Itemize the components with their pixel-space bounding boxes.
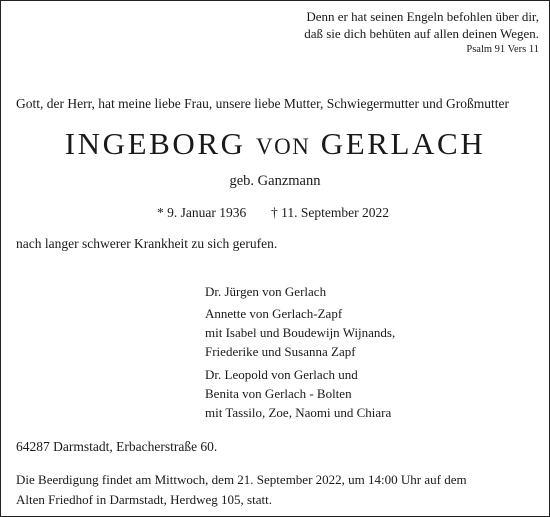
- bible-verse: [304, 8, 539, 58]
- mourner-line: Benita von Gerlach - Bolten: [205, 386, 352, 401]
- intro-text: Gott, der Herr, hat meine liebe Frau, unsere liebe Mutter, Schwiegermutter und Großmutter: [16, 96, 510, 111]
- mourner-line: Dr. Leopold von Gerlach und: [205, 367, 358, 382]
- funeral-line: Die Beerdigung findet am Mittwoch, dem 21. September 2022, um 14:00 Uhr auf dem: [16, 472, 467, 487]
- mourner-line: mit Isabel und Boudewijn Wijnands,: [205, 325, 396, 340]
- death-date: † 11. September 2022: [271, 205, 389, 220]
- last-name: GERLACH: [320, 126, 486, 161]
- funeral-details: [16, 470, 467, 510]
- mourner-line: Dr. Jürgen von Gerlach: [205, 284, 327, 299]
- maiden-name: geb. Ganzmann: [229, 173, 321, 189]
- mourner-group-1: [205, 282, 326, 301]
- mourner-group-3: [205, 365, 391, 422]
- mourner-line: Annette von Gerlach-Zapf: [205, 306, 343, 321]
- name-particle: VON: [256, 134, 311, 159]
- verse-reference: Psalm 91 Vers 11: [466, 44, 539, 55]
- first-name: INGEBORG: [64, 126, 246, 161]
- verse-line: daß sie dich behüten auf allen deinen Wegen.: [304, 26, 539, 41]
- birth-date: * 9. Januar 1936: [157, 205, 247, 220]
- verse-line: Denn er hat seinen Engeln befohlen über dir,: [306, 9, 539, 24]
- called-home-text: nach langer schwerer Krankheit zu sich gerufen.: [16, 236, 278, 251]
- mourner-line: mit Tassilo, Zoe, Naomi und Chiara: [205, 405, 392, 420]
- home-address: 64287 Darmstadt, Erbacherstraße 60.: [16, 439, 218, 454]
- funeral-line: Alten Friedhof in Darmstadt, Herdweg 105, statt.: [16, 492, 272, 507]
- mourner-group-2: [205, 304, 395, 361]
- mourner-line: Friederike und Susanna Zapf: [205, 344, 356, 359]
- deceased-name: [0, 126, 550, 162]
